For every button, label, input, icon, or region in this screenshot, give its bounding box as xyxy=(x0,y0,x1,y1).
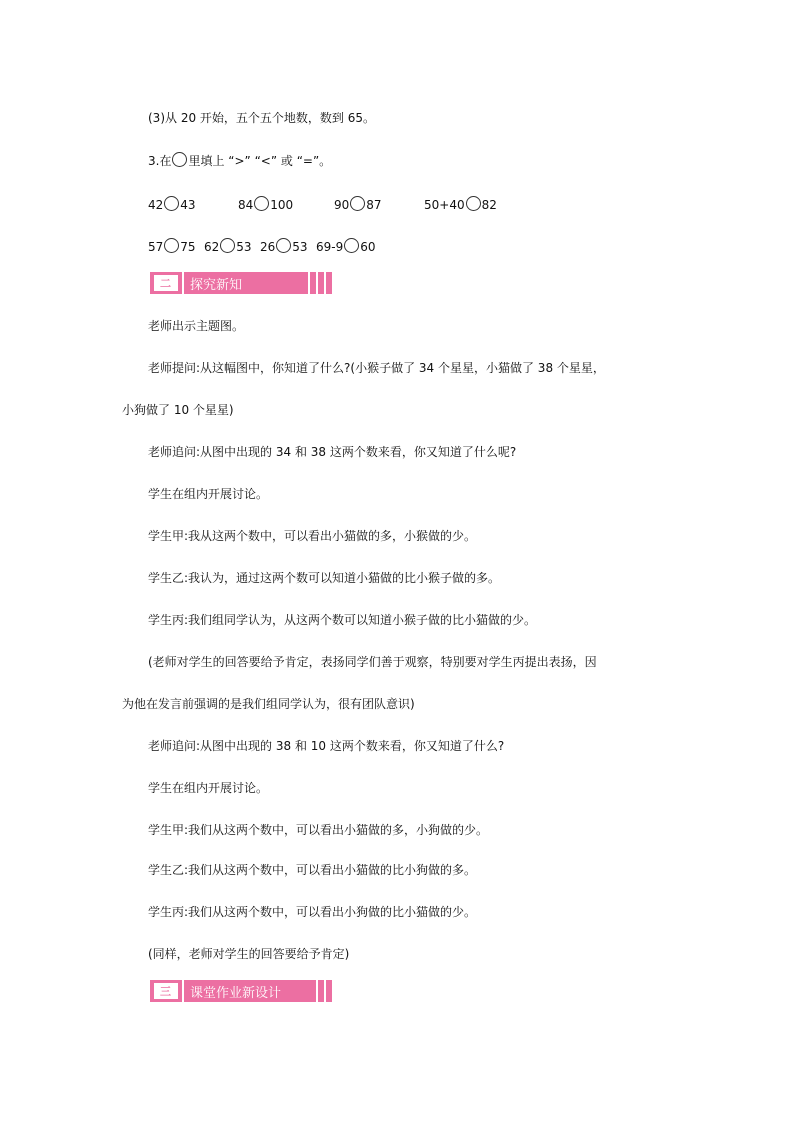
blank-circle-icon[interactable] xyxy=(276,238,291,253)
section-number: 三 xyxy=(154,983,178,999)
section-banner-3 xyxy=(150,980,332,1002)
section-number: 二 xyxy=(154,275,178,291)
paragraph: 学生乙:我认为，通过这两个数可以知道小猫做的比小猴子做的多。 xyxy=(148,571,501,585)
section-title: 探究新知 xyxy=(190,277,243,293)
compare-item: 50+40 82 xyxy=(424,198,497,212)
blank-circle-icon[interactable] xyxy=(466,196,481,211)
compare-item: 26 53 xyxy=(260,240,308,254)
section-title: 课堂作业新设计 xyxy=(190,985,282,1001)
stripes-decoration xyxy=(308,272,332,294)
paragraph: 学生丙:我们组同学认为，从这两个数可以知道小猴子做的比小猫做的少。 xyxy=(148,613,537,627)
blank-circle-icon[interactable] xyxy=(350,196,365,211)
compare-item: 90 87 xyxy=(334,198,382,212)
compare-item: 42 43 xyxy=(148,198,196,212)
stripes-decoration xyxy=(316,980,332,1002)
paragraph: 老师出示主题图。 xyxy=(148,319,245,333)
paragraph: (老师对学生的回答要给予肯定，表扬同学们善于观察，特别要对学生丙提出表扬，因 xyxy=(148,655,597,669)
question-3-prefix: 3.在 xyxy=(148,154,172,168)
blank-circle-icon[interactable] xyxy=(164,196,179,211)
blank-circle-icon[interactable] xyxy=(344,238,359,253)
question-3 xyxy=(148,152,331,169)
paragraph-continuation: 为他在发言前强调的是我们组同学认为，很有团队意识) xyxy=(122,697,415,711)
blank-circle-icon xyxy=(172,152,187,167)
paragraph: 老师追问:从图中出现的 34 和 38 这两个数来看，你又知道了什么呢? xyxy=(148,445,517,459)
paragraph: 学生在组内开展讨论。 xyxy=(148,781,269,795)
compare-item: 62 53 xyxy=(204,240,252,254)
part3-item: (3)从 20 开始，五个五个地数，数到 65。 xyxy=(148,111,375,125)
paragraph: 学生乙:我们从这两个数中，可以看出小猫做的比小狗做的多。 xyxy=(148,863,477,877)
paragraph: 学生甲:我从这两个数中，可以看出小猫做的多，小猴做的少。 xyxy=(148,529,477,543)
blank-circle-icon[interactable] xyxy=(254,196,269,211)
paragraph: 学生在组内开展讨论。 xyxy=(148,487,269,501)
blank-circle-icon[interactable] xyxy=(164,238,179,253)
paragraph: (同样，老师对学生的回答要给予肯定) xyxy=(148,947,350,961)
question-3-suffix: 里填上 “>” “<” 或 “=”。 xyxy=(188,154,332,168)
paragraph: 老师提问:从这幅图中，你知道了什么?(小猴子做了 34 个星星，小猫做了 38 个星星， xyxy=(148,361,605,375)
paragraph: 老师追问:从图中出现的 38 和 10 这两个数来看，你又知道了什么? xyxy=(148,739,505,753)
divider xyxy=(182,980,184,1002)
paragraph: 学生丙:我们从这两个数中，可以看出小狗做的比小猫做的少。 xyxy=(148,905,477,919)
blank-circle-icon[interactable] xyxy=(220,238,235,253)
divider xyxy=(182,272,184,294)
paragraph: 学生甲:我们从这两个数中，可以看出小猫做的多，小狗做的少。 xyxy=(148,823,489,837)
compare-item: 57 75 xyxy=(148,240,196,254)
paragraph-continuation: 小狗做了 10 个星星) xyxy=(122,403,234,417)
compare-item: 69-9 60 xyxy=(316,240,376,254)
compare-item: 84 100 xyxy=(238,198,294,212)
section-banner-2 xyxy=(150,272,332,294)
